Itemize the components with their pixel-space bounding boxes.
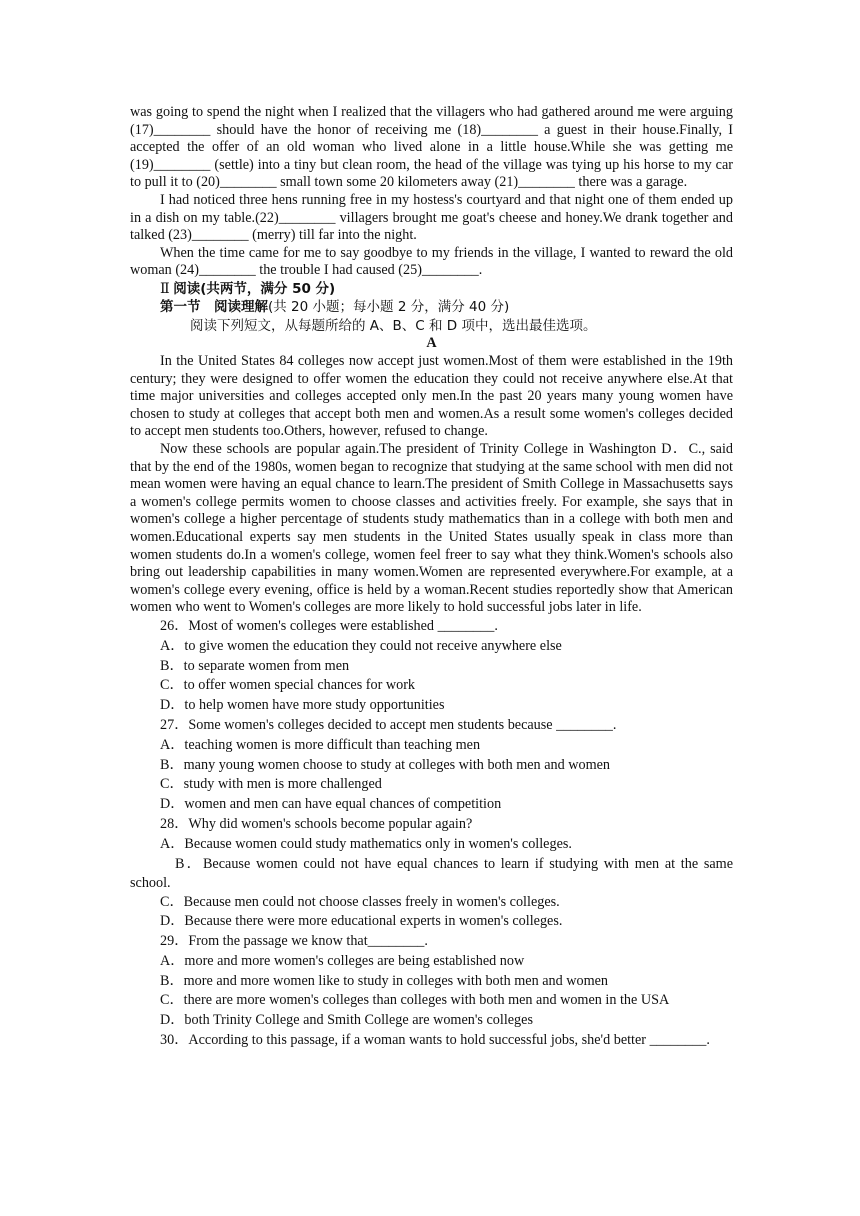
question-28-option-b: B．Because women could not have equal chances to learn if studying with men at the same school. xyxy=(130,855,733,891)
question-27-option-a: A．teaching women is more difficult than teaching men xyxy=(160,736,481,753)
question-27-option-b: B．many young women choose to study at colleges with both men and women xyxy=(160,756,610,773)
passage-label: A xyxy=(426,335,437,352)
question-28-option-c: C．Because men could not choose classes freely in women's colleges. xyxy=(160,893,560,910)
instruction-line xyxy=(160,317,733,336)
instruction-text: 阅读下列短文，从每题所给的 A、B、C 和 D 项中，选出最佳选项。 xyxy=(190,317,597,334)
cloze-paragraph-3: When the time came for me to say goodbye to my friends in the village, I wanted to reward the old woman (24)________ the trouble I had caused (25)________. xyxy=(130,244,733,279)
question-29-option-a: A．more and more women's colleges are being established now xyxy=(160,952,525,969)
part-title: 第一节 阅读理解 xyxy=(160,299,268,316)
question-26-option-c: C．to offer women special chances for work xyxy=(160,677,416,694)
part-heading xyxy=(160,298,733,317)
question-29-option-d: D．both Trinity College and Smith College are women's colleges xyxy=(160,1012,533,1029)
question-29-option-c: C．there are more women's colleges than colleges with both men and women in the USA xyxy=(160,992,670,1009)
page-content xyxy=(130,104,733,1051)
question-27-option-d: D．women and men can have equal chances of competition xyxy=(160,796,502,813)
question-28: 28．Why did women's schools become popular again? xyxy=(160,815,473,832)
section-title: 阅读(共两节，满分 50 分) xyxy=(173,280,336,297)
question-26: 26．Most of women's colleges were established ________. xyxy=(160,617,498,634)
question-27: 27．Some women's colleges decided to accept men students because ________. xyxy=(160,716,617,733)
question-28-option-d: D．Because there were more educational experts in women's colleges. xyxy=(160,913,563,930)
passage-a-paragraph-2: Now these schools are popular again.The president of Trinity College in Washington D．C., said that by the end of the 1980s, women began to recognize that studying at the same school with men did not mean women were having an equal chance to learn.The president of Smith College in Massachusetts says a women's college permits women to choose classes and activities freely. For example, she says that in women's college a higher percentage of students study mathematics than in a college with both men and women.Educational experts say men students in the United States usually speak in class more than women students do.In a women's college, women feel freer to say what they think.Women's schools also bring out leadership capabilities in many women.Women are represented everywhere.For example, at a women's college every evening, office is held by a woman.Recent studies reportedly show that American women who went to Women's colleges are more likely to hold successful jobs later in life. xyxy=(130,441,733,616)
section-heading xyxy=(160,280,733,299)
question-26-option-a: A．to give women the education they could not receive anywhere else xyxy=(160,637,562,654)
cloze-paragraph-1: was going to spend the night when I realized that the villagers who had gathered around me were arguing (17)________ should have the honor of receiving me (18)________ a guest in their house.Finally, I accepted the offer of an old woman who lived alone in a little house.While she was getting me (19)________ (settle) into a tiny but clean room, the head of the village was tying up his horse to my car to pull it to (20)________ small town some 20 kilometers away (21)________ there was a garage. xyxy=(130,104,733,191)
section-number: Ⅱ xyxy=(160,280,170,297)
question-29-option-b: B．more and more women like to study in colleges with both men and women xyxy=(160,972,609,989)
passage-a-paragraph-1: In the United States 84 colleges now accept just women.Most of them were established in the 19th century; they were designed to offer women the education they could not receive anywhere else.At that time major universities and colleges accepted only men.In the past 20 years many young women have chosen to study at colleges that accept both men and women.As a result some women's colleges decided to accept men students too.Others, however, refused to change. xyxy=(130,353,733,440)
cloze-paragraph-2: I had noticed three hens running free in my hostess's courtyard and that night one of them ended up in a dish on my table.(22)________ villagers brought me goat's cheese and honey.We drank together and talked (23)________ (merry) till far into the night. xyxy=(130,191,733,244)
part-note: (共 20 小题；每小题 2 分，满分 40 分) xyxy=(268,299,510,316)
question-29: 29．From the passage we know that________. xyxy=(160,933,428,950)
question-30: 30．According to this passage, if a woman wants to hold successful jobs, she'd better ________. xyxy=(160,1032,710,1049)
question-26-option-b: B．to separate women from men xyxy=(160,657,350,674)
question-26-option-d: D．to help women have more study opportunities xyxy=(160,697,445,714)
question-27-option-c: C．study with men is more challenged xyxy=(160,776,382,793)
question-28-option-a: A．Because women could study mathematics only in women's colleges. xyxy=(160,835,572,852)
